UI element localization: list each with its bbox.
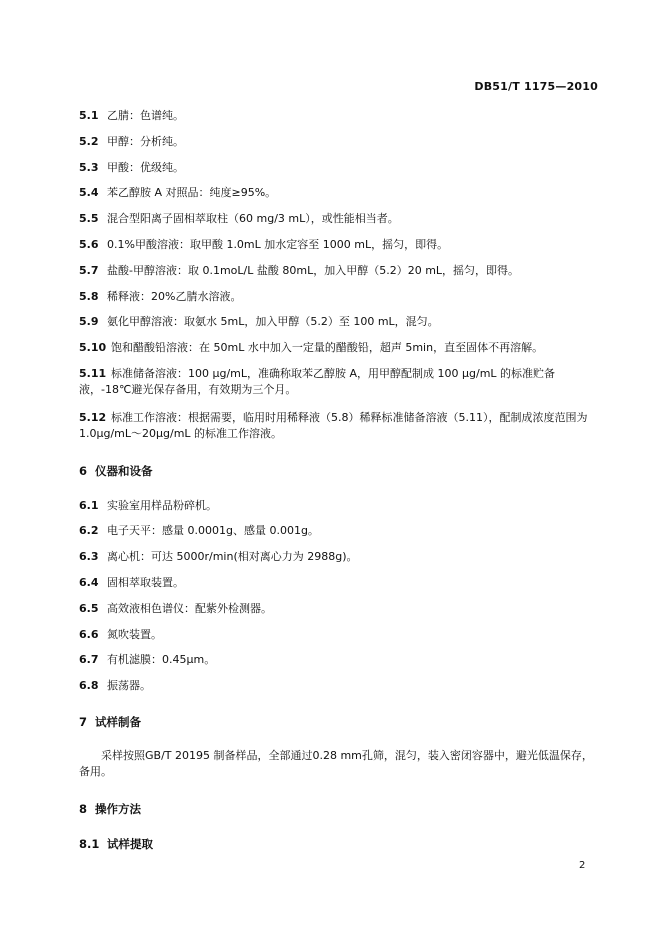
item-text: 甲醇：分析纯。 bbox=[107, 135, 184, 148]
list-item-5-10 bbox=[79, 340, 599, 356]
section-number: 8 bbox=[79, 802, 88, 816]
section-title: 仪器和设备 bbox=[95, 464, 153, 478]
item-number: 5.9 bbox=[79, 315, 99, 328]
item-text: 氨化甲醇溶液：取氨水 5mL，加入甲醇（5.2）至 100 mL，混匀。 bbox=[107, 315, 439, 328]
item-number: 5.6 bbox=[79, 238, 99, 251]
list-item-5-7 bbox=[79, 263, 599, 279]
item-text: 氮吹装置。 bbox=[107, 628, 162, 641]
list-item-5-4 bbox=[79, 185, 599, 201]
list-item-5-6 bbox=[79, 237, 599, 253]
list-item-6-6 bbox=[79, 627, 599, 643]
item-number: 6.1 bbox=[79, 499, 99, 512]
list-item-5-8 bbox=[79, 289, 599, 305]
subsection-number: 8.1 bbox=[79, 837, 100, 851]
item-text: 混合型阳离子固相萃取柱（60 mg/3 mL），或性能相当者。 bbox=[107, 212, 399, 225]
section-7-paragraph: 采样按照GB/T 20195 制备样品，全部通过0.28 mm孔筛，混匀，装入密闭容器中，避光低温保存，备用。 bbox=[79, 749, 593, 778]
list-item-6-1 bbox=[79, 498, 599, 514]
item-text: 电子天平：感量 0.0001g、感量 0.001g。 bbox=[107, 524, 319, 537]
list-item-5-9 bbox=[79, 314, 599, 330]
item-number: 5.4 bbox=[79, 186, 99, 199]
item-number: 5.10 bbox=[79, 341, 107, 354]
item-number: 5.11 bbox=[79, 367, 107, 380]
item-number: 5.5 bbox=[79, 212, 99, 225]
section-title: 操作方法 bbox=[95, 802, 141, 816]
list-item-5-5 bbox=[79, 211, 599, 227]
list-item-6-7 bbox=[79, 652, 599, 668]
item-text: 饱和醋酸铅溶液：在 50mL 水中加入一定量的醋酸铅，超声 5min，直至固体不再溶解。 bbox=[111, 341, 544, 354]
item-number: 6.6 bbox=[79, 628, 99, 641]
list-item-5-1 bbox=[79, 108, 599, 124]
item-text: 盐酸-甲醇溶液：取 0.1moL/L 盐酸 80mL，加入甲醇（5.2）20 mL，摇匀，即得。 bbox=[107, 264, 520, 277]
item-number: 6.5 bbox=[79, 602, 99, 615]
item-text: 0.1%甲酸溶液：取甲酸 1.0mL 加水定容至 1000 mL，摇匀，即得。 bbox=[107, 238, 449, 251]
item-text: 振荡器。 bbox=[107, 679, 151, 692]
section-number: 7 bbox=[79, 715, 88, 729]
item-number: 6.2 bbox=[79, 524, 99, 537]
item-text: 实验室用样品粉碎机。 bbox=[107, 499, 217, 512]
list-item-5-2 bbox=[79, 134, 599, 150]
item-number: 5.1 bbox=[79, 109, 99, 122]
list-item-5-12 bbox=[79, 410, 599, 442]
section-number: 6 bbox=[79, 464, 88, 478]
section-heading-6 bbox=[79, 463, 153, 479]
list-item-5-11 bbox=[79, 366, 599, 398]
list-item-6-4 bbox=[79, 575, 599, 591]
item-text: 甲酸：优级纯。 bbox=[107, 161, 184, 174]
item-text: 稀释液：20%乙腈水溶液。 bbox=[107, 290, 242, 303]
item-number: 5.8 bbox=[79, 290, 99, 303]
item-number: 6.7 bbox=[79, 653, 99, 666]
list-item-5-3 bbox=[79, 160, 599, 176]
page-number: 2 bbox=[579, 860, 586, 871]
item-text: 标准工作溶液：根据需要，临用时用稀释液（5.8）稀释标准储备溶液（5.11），配制成浓度范围为 1.0μg/mL～20μg/mL 的标准工作溶液。 bbox=[79, 411, 588, 440]
subsection-heading-8-1 bbox=[79, 836, 153, 852]
item-text: 苯乙醇胺 A 对照品：纯度≥95%。 bbox=[107, 186, 277, 199]
item-number: 5.12 bbox=[79, 411, 107, 424]
item-text: 乙腈：色谱纯。 bbox=[107, 109, 184, 122]
item-number: 5.2 bbox=[79, 135, 99, 148]
list-item-6-8 bbox=[79, 678, 599, 694]
item-number: 5.7 bbox=[79, 264, 99, 277]
item-text: 有机滤膜：0.45μm。 bbox=[107, 653, 216, 666]
item-text: 标准储备溶液：100 μg/mL，准确称取苯乙醇胺 A，用甲醇配制成 100 μg/mL 的标准贮备液，-18℃避光保存备用，有效期为三个月。 bbox=[79, 367, 556, 396]
item-number: 6.8 bbox=[79, 679, 99, 692]
list-item-6-3 bbox=[79, 549, 599, 565]
standard-code: DB51/T 1175—2010 bbox=[474, 80, 598, 93]
item-number: 5.3 bbox=[79, 161, 99, 174]
item-number: 6.3 bbox=[79, 550, 99, 563]
item-text: 高效液相色谱仪：配紫外检测器。 bbox=[107, 602, 272, 615]
list-item-6-2 bbox=[79, 523, 599, 539]
subsection-title: 试样提取 bbox=[107, 837, 153, 851]
section-title: 试样制备 bbox=[95, 715, 141, 729]
item-text: 离心机：可达 5000r/min(相对离心力为 2988g)。 bbox=[107, 550, 358, 563]
list-item-6-5 bbox=[79, 601, 599, 617]
section-heading-7 bbox=[79, 714, 141, 730]
item-number: 6.4 bbox=[79, 576, 99, 589]
section-heading-8 bbox=[79, 801, 141, 817]
item-text: 固相萃取装置。 bbox=[107, 576, 184, 589]
